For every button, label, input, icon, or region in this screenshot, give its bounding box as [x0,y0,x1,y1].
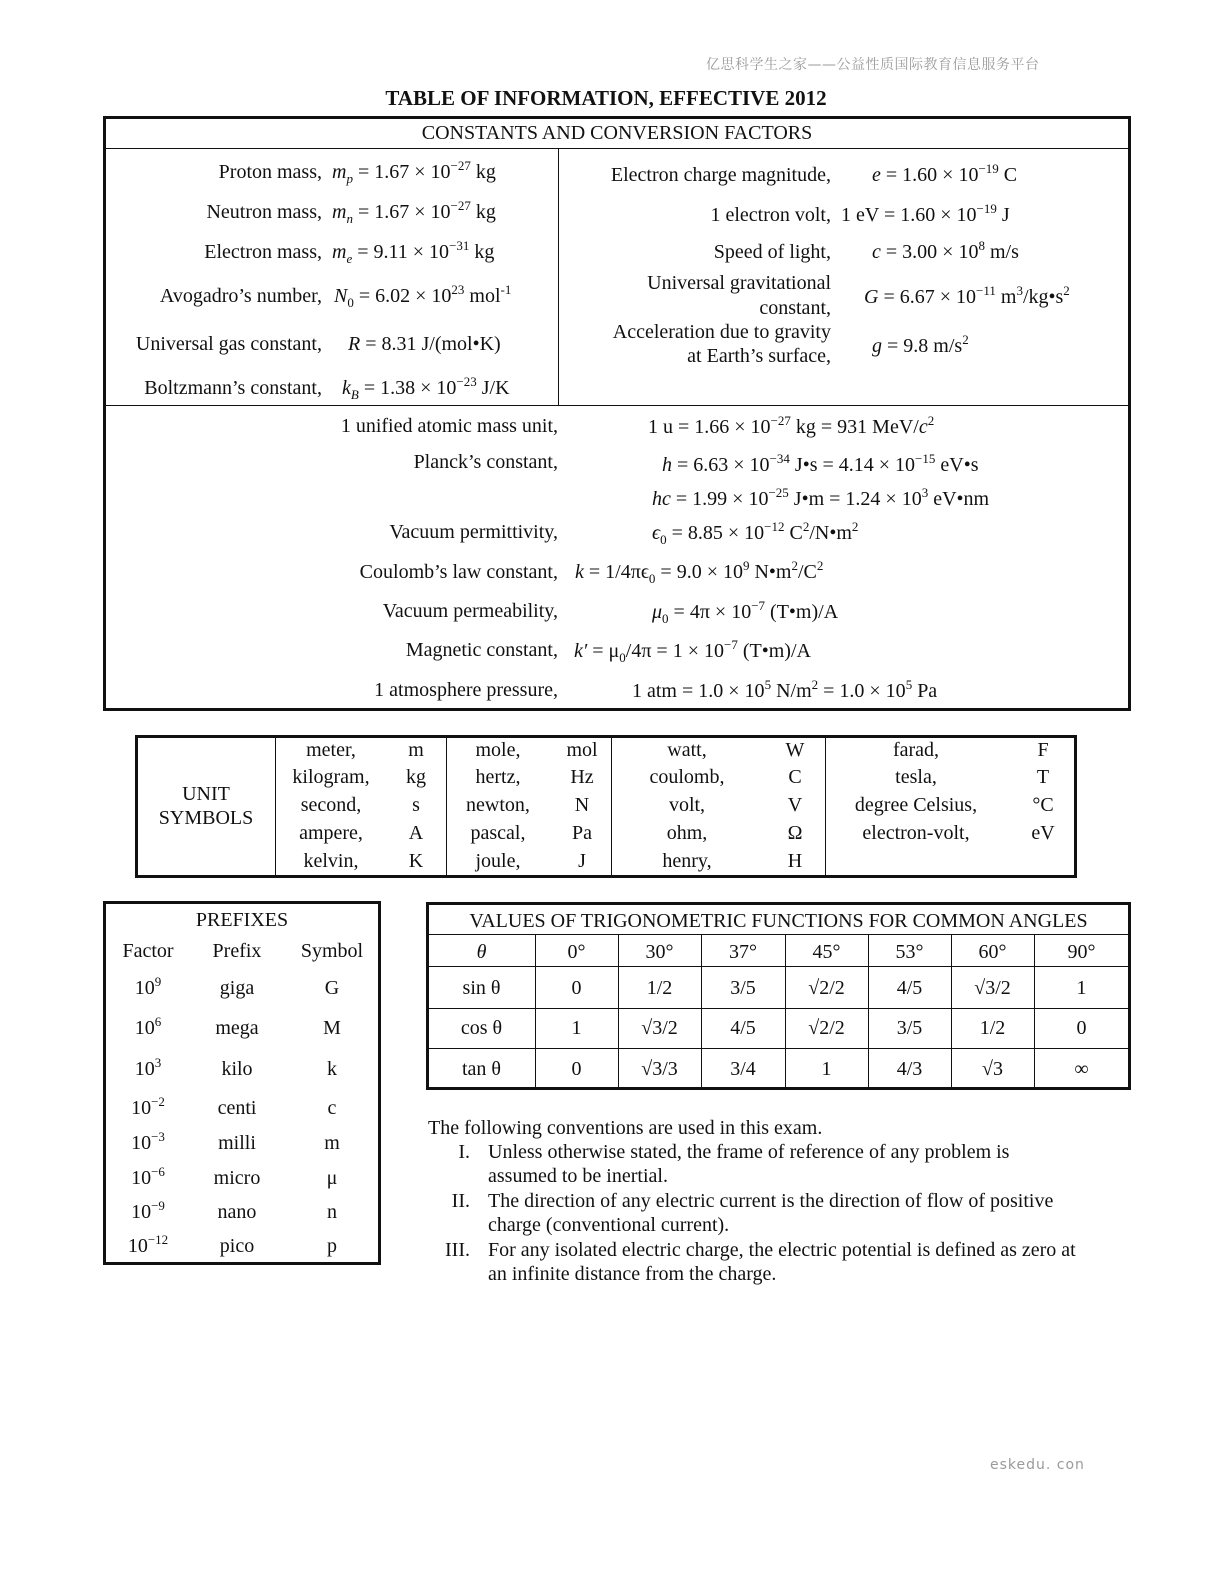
constant-value: $\mu_0 = 4\pi \times 10^{-7}$ (T•m)/A [652,598,839,626]
constant-label: Boltzmann’s constant, [144,377,322,399]
trig-value: √3 [982,1058,1003,1080]
constant-label: Planck’s constant, [413,451,558,473]
unit-symbol: A [408,822,424,844]
constant-value: $k_B = 1.38 \times 10^{-23}$ J/K [342,374,510,402]
unit-name: kelvin, [303,850,359,872]
unit-name: kilogram, [292,766,370,788]
unit-name: joule, [475,850,521,872]
trig-angle-header: 0° [567,941,586,963]
trig-angle-header: 45° [812,941,841,963]
unit-name: henry, [662,850,712,872]
trig-value: √2/2 [808,977,845,999]
divider [428,966,1129,967]
constant-value: 1 atm = $1.0 \times 10^5$ $N/m^2 = 1.0 \times 10^5$ Pa [632,677,938,702]
trig-value: √2/2 [808,1017,845,1039]
prefix-col-header: Prefix [212,940,262,962]
prefix-name: centi [217,1097,257,1119]
constant-label: Acceleration due to gravity [612,321,831,343]
prefix-symbol: M [323,1017,341,1039]
prefix-col-header: Symbol [300,940,364,962]
trig-value: 3/5 [730,977,756,999]
prefix-factor: $10^{-12}$ [127,1232,169,1257]
convention-text: charge (conventional current). [488,1214,730,1236]
convention-text: an infinite distance from the charge. [488,1263,777,1285]
constant-label: Universal gravitational [647,272,831,294]
constant-value: $m_n = 1.67 \times 10^{-27}$ kg [332,198,496,226]
convention-number: I. [458,1141,470,1163]
trig-value: √3/3 [641,1058,678,1080]
unit-symbol: Pa [572,822,592,844]
trig-angle-header: 30° [645,941,674,963]
prefix-symbol: k [327,1058,337,1080]
constant-label: Vacuum permittivity, [389,521,558,543]
convention-text: The direction of any electric current is the direction of flow of positive [488,1190,1054,1212]
constant-label: 1 electron volt, [710,204,831,226]
prefix-name: micro [213,1167,261,1189]
unit-name: tesla, [895,766,937,788]
unit-symbols-heading: SYMBOLS [158,807,254,829]
prefix-factor: $10^6$ [134,1014,162,1039]
constant-value: $N_0 = 6.02 \times 10^{23}$ mol$^{-1}$ [334,282,512,310]
prefix-col-header: Factor [122,940,174,962]
constant-value: R = 8.31 J/(mol•K) [348,333,501,355]
unit-symbol: T [1036,766,1050,788]
constant-value: $m_e = 9.11 \times 10^{-31}$ kg [332,238,495,266]
constant-value: $m_p = 1.67 \times 10^{-27}$ kg [332,158,496,186]
constants-heading: CONSTANTS AND CONVERSION FACTORS [421,122,813,144]
prefix-name: nano [217,1201,257,1223]
constant-label: Speed of light, [713,241,831,263]
unit-name: mole, [475,739,521,761]
footer-site-text: eskedu. con [990,1457,1085,1473]
trig-value: 3/5 [896,1017,923,1039]
trig-value: 3/4 [730,1058,756,1080]
trig-function-label: tan θ [461,1058,501,1080]
constant-value: $k = 1/4\pi\epsilon_0 = 9.0 \times 10^9$ $N•m^2/C^2$ [575,558,824,586]
trig-value: 1 [1076,977,1087,999]
unit-name: pascal, [470,822,526,844]
unit-symbol: J [578,850,586,872]
constant-label: Vacuum permeability, [382,600,558,622]
unit-symbol: Hz [570,766,594,788]
unit-name: hertz, [475,766,521,788]
prefix-factor: $10^3$ [134,1055,162,1080]
convention-number: III. [445,1239,470,1261]
convention-text: Unless otherwise stated, the frame of reference of any problem is [488,1141,1010,1163]
divider [428,1048,1129,1049]
constant-label: Magnetic constant, [405,639,558,661]
unit-symbol: mol [566,739,598,761]
prefix-name: milli [218,1132,256,1154]
unit-name: meter, [306,739,356,761]
unit-symbol: W [785,739,805,761]
prefix-factor: $10^{-2}$ [131,1094,165,1119]
prefix-symbol: G [324,977,340,999]
prefix-symbol: c [327,1097,337,1119]
unit-symbol: °C [1032,794,1054,816]
trig-function-label: sin θ [462,977,501,999]
unit-symbol: H [787,850,803,872]
unit-name: ampere, [299,822,363,844]
unit-name: second, [300,794,362,816]
unit-symbol: N [574,794,590,816]
constant-label: 1 atmosphere pressure, [374,679,558,701]
constant-value: g = 9.8 $m/s^2$ [872,332,969,357]
trig-value: 1 [821,1058,832,1080]
unit-symbols-heading: UNIT [182,783,230,805]
trig-value: 1 [571,1017,582,1039]
constant-value: 1 $u = 1.66 \times 10^{-27}$ kg = 931 MeV/$c^2$ [648,413,935,438]
constant-label: Electron mass, [204,241,322,263]
prefix-symbol: μ [326,1167,338,1189]
unit-name: ohm, [666,822,708,844]
convention-text: assumed to be inertial. [488,1165,668,1187]
prefix-factor: $10^{-6}$ [131,1164,165,1189]
unit-name: newton, [466,794,530,816]
convention-text: For any isolated electric charge, the electric potential is defined as zero at [488,1239,1076,1261]
page-title: TABLE OF INFORMATION, EFFECTIVE 2012 [385,86,827,110]
trig-value: √3/2 [641,1017,678,1039]
convention-number: II. [451,1190,470,1212]
trig-value: ∞ [1074,1058,1089,1080]
divider [428,1008,1129,1009]
trig-function-label: cos θ [460,1017,503,1039]
constant-value: $\epsilon_0 = 8.85 \times 10^{-12}$ $C^2/N•m^2$ [652,519,859,547]
divider [105,148,1129,149]
unit-name: degree Celsius, [854,794,978,816]
trig-angle-header: 53° [895,941,924,963]
trig-heading: VALUES OF TRIGONOMETRIC FUNCTIONS FOR COMMON ANGLES [469,910,1088,932]
unit-name: farad, [892,739,940,761]
unit-symbol: s [412,794,420,816]
prefix-factor: $10^{-9}$ [131,1198,165,1223]
divider [105,405,1129,406]
prefix-name: kilo [221,1058,253,1080]
unit-name: electron-volt, [862,822,970,844]
constant-label: Neutron mass, [206,201,322,223]
unit-symbol: K [408,850,424,872]
trig-value: 0 [571,977,582,999]
constant-label: 1 unified atomic mass unit, [340,415,558,437]
trig-value: 4/5 [896,977,923,999]
constant-label: Avogadro’s number, [159,285,322,307]
constant-label: Proton mass, [218,161,322,183]
trig-value: 0 [571,1058,582,1080]
prefix-symbol: p [327,1235,337,1257]
trig-value: 4/5 [730,1017,756,1039]
constant-label: at Earth’s surface, [687,345,831,367]
constant-label: constant, [759,297,831,319]
constant-label: Electron charge magnitude, [610,164,831,186]
constant-value: $h = 6.63 \times 10^{-34}$ J•s = $4.14 \times 10^{-15}$ eV•s [662,451,979,476]
unit-name: coulomb, [649,766,725,788]
unit-symbol: C [788,766,802,788]
constant-value: $G = 6.67 \times 10^{-11}$ $m^3/kg•s^2$ [864,283,1070,308]
prefix-name: giga [219,977,255,999]
unit-name: volt, [668,794,706,816]
divider [428,934,1129,935]
conventions-intro: The following conventions are used in this exam. [428,1117,823,1139]
watermark-text: 亿思科学生之家——公益性质国际教育信息服务平台 [706,57,1040,73]
unit-symbol: V [787,794,803,816]
unit-symbol: Ω [787,822,803,844]
unit-symbol: kg [406,766,426,788]
prefix-symbol: n [327,1201,337,1223]
trig-value: 4/3 [896,1058,923,1080]
constant-value: 1 eV = $1.60 \times 10^{-19}$ J [841,201,1010,226]
trig-angle-header: 37° [729,941,757,963]
trig-angle-header: 60° [978,941,1007,963]
unit-symbol: m [408,739,424,761]
prefix-name: mega [215,1017,259,1039]
prefixes-heading: PREFIXES [195,909,289,931]
unit-name: watt, [667,739,707,761]
unit-symbol: F [1037,739,1049,761]
constant-value: $c = 3.00 \times 10^8$ m/s [872,238,1019,263]
divider [558,149,559,405]
constant-value: $e = 1.60 \times 10^{-19}$ C [872,161,1018,186]
unit-symbol: eV [1031,822,1055,844]
trig-theta-header: θ [476,941,487,963]
prefix-symbol: m [324,1132,340,1154]
trig-value: 1/2 [646,977,673,999]
trig-value: √3/2 [974,977,1011,999]
trig-angle-header: 90° [1067,941,1096,963]
prefix-factor: $10^9$ [134,974,162,999]
prefix-name: pico [219,1235,255,1257]
constant-value: $k' = \mu_0/4\pi = 1 \times 10^{-7}$ (T•m)/A [574,637,811,665]
trig-value: 0 [1076,1017,1087,1039]
constant-value: hc = $1.99 \times 10^{-25}$ J•m = $1.24 \times 10^3$ eV•nm [652,485,990,510]
constant-label: Universal gas constant, [135,333,322,355]
constant-label: Coulomb’s law constant, [359,561,558,583]
prefix-factor: $10^{-3}$ [131,1129,165,1154]
trig-value: 1/2 [979,1017,1006,1039]
